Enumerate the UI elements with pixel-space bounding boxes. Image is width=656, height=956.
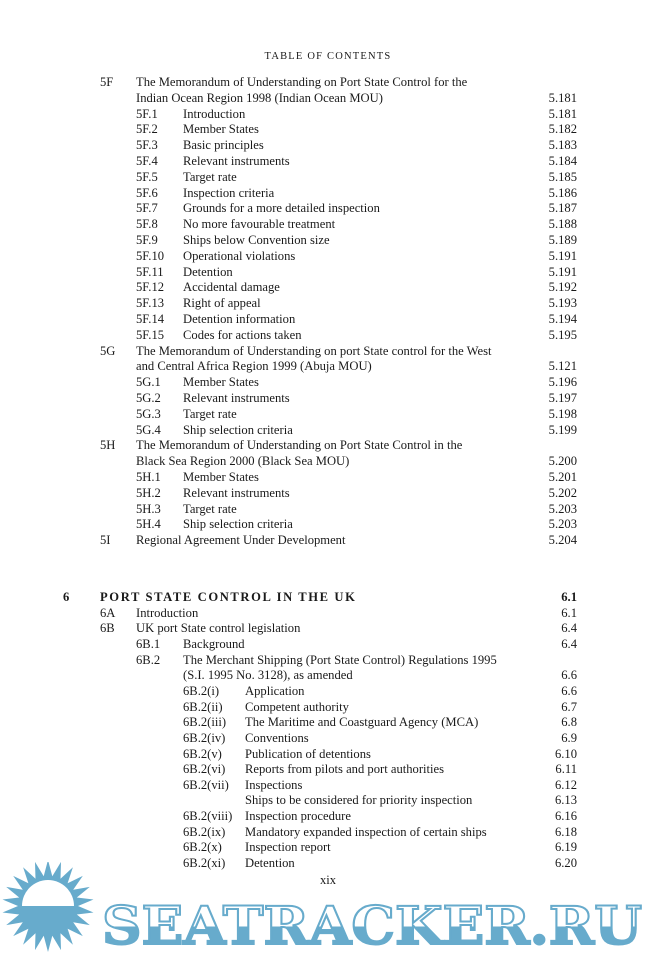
toc-entry-number: 5F.9	[136, 233, 158, 247]
toc-entry-page: 6.18	[554, 824, 577, 839]
toc-entry-title: Detention	[245, 856, 295, 871]
toc-entry-title: Reports from pilots and port authorities	[245, 762, 445, 777]
toc-entry	[0, 808, 656, 824]
toc-entry-page: 6.6	[561, 668, 577, 683]
toc-entry-number: 5G.1	[136, 375, 161, 390]
toc-entry-page: 5.185	[548, 169, 577, 184]
toc-entry-title: Ships below Convention size	[183, 233, 330, 247]
toc-entry	[0, 169, 656, 185]
toc-entry-number: 6A	[100, 605, 116, 620]
toc-entry-number: 5F.8	[136, 217, 158, 232]
toc-entry-number: 5F.12	[136, 280, 165, 295]
toc-entry-number: 6B.2(viii)	[183, 809, 233, 824]
toc-entry-page: 6.11	[555, 762, 577, 777]
toc-entry	[0, 185, 656, 201]
toc-entry-number: 5F	[100, 75, 114, 89]
toc-entry-page: 6.10	[554, 746, 577, 761]
toc-entry-page: 5.181	[548, 90, 577, 105]
toc-entry-number: 6B.2(ii)	[183, 699, 223, 714]
toc-entry-page: 5.200	[548, 454, 577, 469]
toc-entry-title: Publication of detentions	[245, 746, 371, 761]
toc-entry	[0, 406, 656, 422]
toc-entry	[0, 761, 656, 777]
toc-entry-title: Detention	[183, 264, 233, 279]
toc-chapter	[0, 589, 656, 605]
toc-entry	[0, 699, 656, 715]
toc-entry	[0, 232, 656, 248]
toc-entry-number: 5I	[100, 533, 111, 548]
toc-entry-number: 6B.2(vii)	[183, 777, 229, 792]
toc-entry-number: 6B	[100, 621, 115, 636]
toc-entry-title: Inspection criteria	[183, 185, 275, 200]
toc-entry-title: Inspections	[245, 777, 303, 792]
toc-entry-page: 6.19	[554, 840, 577, 855]
toc-entry-number: 6B.2	[136, 652, 161, 667]
toc-entry-number: 5F.2	[136, 122, 158, 137]
toc-entry	[0, 620, 656, 636]
toc-entry-number: 5F.5	[136, 169, 158, 184]
toc-entry-title: Operational violations	[183, 248, 296, 263]
toc-entry-title: Accidental damage	[183, 280, 280, 295]
toc-entry	[0, 279, 656, 295]
toc-entry	[0, 343, 656, 359]
toc-entry	[0, 824, 656, 840]
toc-entry-number: 5G	[100, 343, 116, 358]
toc-entry-page: 6.4	[561, 621, 577, 636]
toc-entry	[0, 730, 656, 746]
toc-entry-title: Background	[183, 636, 245, 651]
toc-entry-page: 6.7	[561, 699, 577, 714]
toc-entry-number: 5F.11	[136, 264, 164, 279]
toc-entry-title: Target rate	[183, 169, 237, 184]
toc-entry	[0, 437, 656, 453]
toc-entry-page: 5.197	[548, 391, 577, 405]
toc-entry-page: 6.9	[561, 730, 577, 745]
toc-entry	[0, 683, 656, 699]
toc-entry-title: Basic principles	[183, 138, 264, 153]
toc-entry-number: 5F.4	[136, 154, 158, 168]
toc-entry-title: Relevant instruments	[183, 485, 290, 500]
toc-entry-title: PORT STATE CONTROL IN THE UK	[100, 590, 357, 604]
toc-entry-number: 5F.10	[136, 248, 165, 263]
toc-entry-page: 5.121	[548, 359, 577, 374]
toc-entry-title: Introduction	[183, 106, 246, 121]
toc-entry	[0, 374, 656, 390]
toc-entry	[0, 295, 656, 311]
toc-entry-page: 5.191	[548, 264, 577, 279]
toc-entry	[0, 264, 656, 280]
toc-entry-title: The Memorandum of Understanding on Port State Control for the	[136, 75, 468, 89]
toc-entry	[0, 516, 656, 532]
toc-entry	[0, 106, 656, 122]
toc-entry-page: 5.201	[548, 470, 577, 484]
toc-entry-title: Ship selection criteria	[183, 517, 293, 532]
toc-entry-title: Competent authority	[245, 699, 349, 714]
toc-entry	[0, 137, 656, 153]
toc-entry	[0, 74, 656, 90]
toc-entry	[0, 777, 656, 793]
toc-entry-page: 5.188	[548, 217, 577, 232]
toc-entry-title: Ship selection criteria	[183, 422, 293, 437]
toc-entry-page: 6.4	[561, 636, 577, 651]
toc-entry-number: 5H.1	[136, 470, 161, 484]
toc-entry-number: 6B.2(xi)	[183, 856, 226, 871]
toc-entry	[0, 327, 656, 343]
toc-entry-page: 5.204	[548, 533, 577, 548]
toc-entry	[0, 390, 656, 406]
toc-entry-page: 5.191	[548, 248, 577, 263]
toc-entry-title: Indian Ocean Region 1998 (Indian Ocean MOU)	[136, 90, 383, 105]
toc-entry-page: 6.8	[561, 715, 577, 730]
toc-entry-page: 5.203	[548, 501, 577, 516]
toc-entry	[0, 652, 656, 668]
toc-entry-number: 6B.2(ix)	[183, 824, 226, 839]
toc-entry-title: Codes for actions taken	[183, 327, 302, 342]
toc-entry-page: 5.184	[548, 154, 577, 168]
toc-entry-number: 5G.3	[136, 406, 161, 421]
toc-entry-title: Right of appeal	[183, 296, 261, 311]
toc-entry-title: Member States	[183, 375, 259, 390]
page-number: xix	[319, 873, 337, 887]
toc-entry-page: 5.183	[548, 138, 577, 153]
toc-entry-page: 5.186	[548, 185, 577, 200]
toc-entry-page: 5.202	[548, 485, 577, 500]
toc-entry-number: 5F.6	[136, 185, 158, 200]
toc-entry-title: Target rate	[183, 406, 237, 421]
toc-entry	[0, 501, 656, 517]
toc-entry-title: Introduction	[136, 605, 199, 620]
toc-entry	[0, 200, 656, 216]
running-header: TABLE OF CONTENTS	[264, 51, 392, 62]
toc-entry-number: 5G.2	[136, 391, 161, 405]
toc-entry-number: 5G.4	[136, 422, 161, 437]
toc-entry-title: Relevant instruments	[183, 391, 290, 405]
toc-entry-number: 6B.2(iii)	[183, 715, 227, 730]
toc-entry	[0, 746, 656, 762]
toc-entry-number: 6B.2(vi)	[183, 762, 226, 777]
toc-entry	[0, 453, 656, 469]
toc-entry-page: 5.196	[548, 375, 577, 390]
toc-entry-title: UK port State control legislation	[136, 621, 301, 636]
toc-entry-page: 6.1	[561, 605, 577, 620]
toc-entry-page: 6.13	[554, 793, 577, 808]
toc-entry-page: 5.181	[548, 106, 577, 121]
toc-entry	[0, 248, 656, 264]
toc-entry-title: and Central Africa Region 1999 (Abuja MOU)	[136, 359, 372, 374]
toc-entry	[0, 90, 656, 106]
toc-entry-page: 5.192	[548, 280, 577, 295]
toc-entry-page: 5.187	[548, 201, 577, 216]
toc-entry-title: Inspection procedure	[245, 809, 351, 824]
toc-entry-page: 5.203	[548, 517, 577, 532]
toc-entry-title: Mandatory expanded inspection of certain ships	[245, 824, 487, 839]
toc-entry-page: 5.194	[548, 312, 577, 326]
toc-entry	[0, 485, 656, 501]
toc-entry-title: Black Sea Region 2000 (Black Sea MOU)	[136, 454, 350, 469]
toc-entry-number: 6B.2(i)	[183, 683, 220, 698]
toc-entry	[0, 839, 656, 855]
toc-entry	[0, 667, 656, 683]
toc-entry-page: 5.182	[548, 122, 577, 137]
toc-entry-title: Regional Agreement Under Development	[136, 533, 346, 548]
toc-entry-title: The Memorandum of Understanding on Port State Control in the	[136, 438, 463, 453]
toc-entry-page: 6.20	[554, 856, 577, 871]
toc-entry-title: Grounds for a more detailed inspection	[183, 201, 380, 216]
toc-entry-number: 5H.4	[136, 517, 161, 532]
toc-entry-number: 6B.2(iv)	[183, 730, 226, 745]
toc-entry	[0, 153, 656, 169]
toc-entry-page: 5.193	[548, 296, 577, 311]
toc-entry-page: 5.189	[548, 233, 577, 247]
toc-entry-title: (S.I. 1995 No. 3128), as amended	[183, 668, 353, 683]
toc-entry-number: 6B.2(v)	[183, 746, 222, 761]
toc-entry-page: 5.195	[548, 327, 577, 342]
toc-entry	[0, 121, 656, 137]
toc-entry-title: Inspection report	[245, 840, 331, 855]
toc-entry-title: The Maritime and Coastguard Agency (MCA)	[245, 715, 479, 730]
toc-entry-title: Relevant instruments	[183, 154, 290, 168]
toc-entry	[0, 605, 656, 621]
toc-entry-number: 5F.3	[136, 138, 158, 153]
toc-entry-title: Conventions	[245, 730, 309, 745]
toc-entry	[0, 422, 656, 438]
toc-entry-title: Member States	[183, 122, 259, 137]
toc-entry-page: 6.6	[561, 683, 577, 698]
toc-entry	[0, 358, 656, 374]
toc-entry-number: 5F.1	[136, 106, 158, 121]
toc-entry	[0, 792, 656, 808]
toc-entry	[0, 636, 656, 652]
toc-entry-page: 6.16	[554, 809, 577, 824]
toc-entry-page: 5.199	[548, 422, 577, 437]
toc-entry	[0, 216, 656, 232]
toc-entry-title: Ships to be considered for priority inspection	[245, 793, 473, 808]
toc-entry-title: The Memorandum of Understanding on port State control for the West	[136, 343, 492, 358]
toc-entry-number: 6	[63, 590, 70, 604]
watermark-text: SEATRACKER.RU	[102, 896, 642, 956]
toc-entry-number: 5F.14	[136, 312, 165, 326]
toc-entry-number: 5F.15	[136, 327, 165, 342]
toc-entry-title: Detention information	[183, 312, 296, 326]
toc-entry	[0, 311, 656, 327]
toc-entry-number: 5F.7	[136, 201, 158, 216]
toc-entry-title: Target rate	[183, 501, 237, 516]
toc-entry-number: 6B.1	[136, 636, 161, 651]
toc-entry-page: 6.1	[561, 590, 577, 604]
toc-entry	[0, 469, 656, 485]
toc-entry-number: 5H.2	[136, 485, 161, 500]
toc-entry-title: Application	[245, 683, 305, 698]
toc-entry-page: 5.198	[548, 406, 577, 421]
toc-entry-page: 6.12	[554, 777, 577, 792]
toc-entry	[0, 532, 656, 548]
toc-entry-number: 5H	[100, 438, 116, 453]
toc-entry-title: No more favourable treatment	[183, 217, 336, 232]
toc-entry-number: 5H.3	[136, 501, 161, 516]
toc-entry-title: The Merchant Shipping (Port State Control) Regulations 1995	[183, 652, 497, 667]
toc-entry-number: 5F.13	[136, 296, 165, 311]
toc-entry-title: Member States	[183, 470, 259, 484]
toc-entry	[0, 714, 656, 730]
toc-entry-number: 6B.2(x)	[183, 840, 222, 855]
